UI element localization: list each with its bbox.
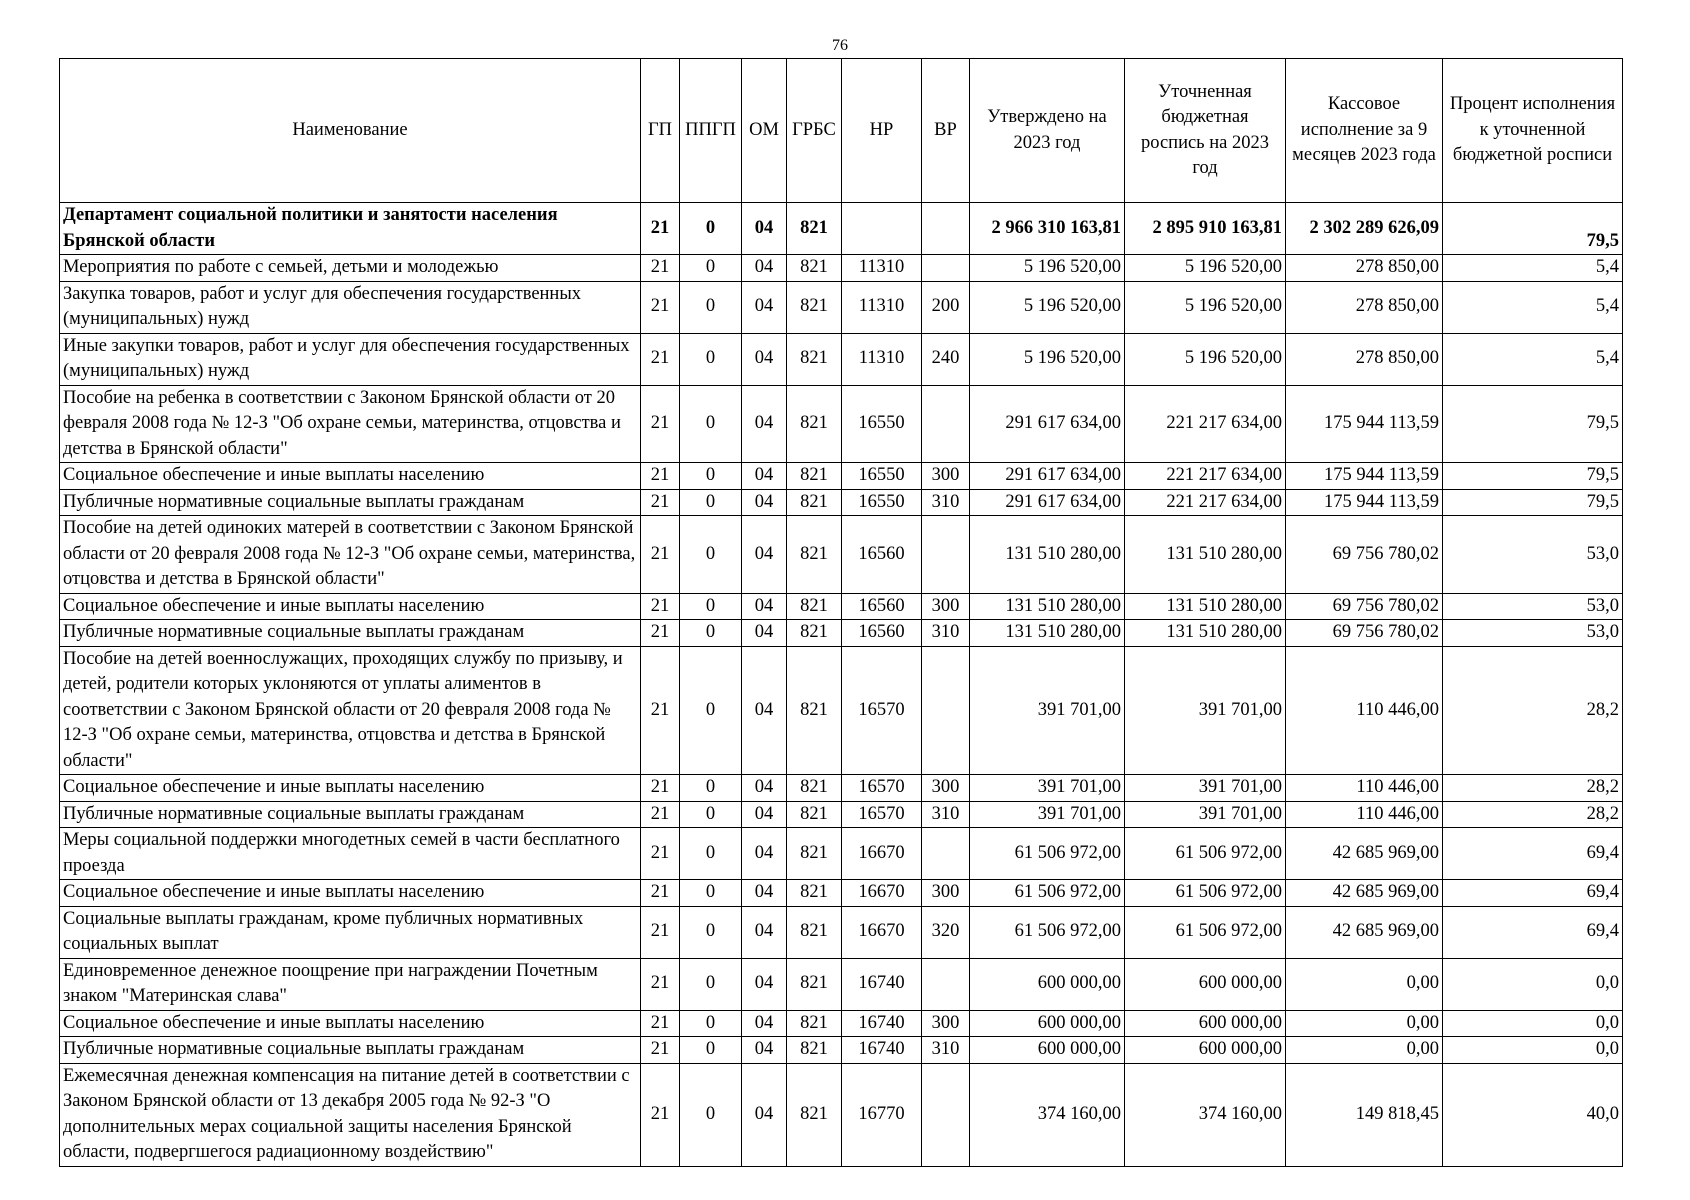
table-row: [60, 906, 1623, 958]
cell-om: 04: [742, 958, 787, 1010]
cell-gp: 21: [641, 281, 680, 333]
cell-om: 04: [742, 593, 787, 620]
cell-name: Ежемесячная денежная компенсация на питание детей в соответствии с Законом Брянской области от 13 декабря 2005 года № 92-З "О дополнительных мерах социальной защиты населения Брянской области, подвергшегося радиационному воздействию": [60, 1063, 641, 1166]
cell-ppgp: 0: [680, 958, 742, 1010]
cell-grbs: 821: [787, 203, 842, 255]
cell-cash: 278 850,00: [1286, 255, 1443, 282]
table-header-row: [60, 59, 1623, 203]
cell-grbs: 821: [787, 1063, 842, 1166]
cell-ppgp: 0: [680, 906, 742, 958]
cell-cash: 42 685 969,00: [1286, 906, 1443, 958]
cell-grbs: 821: [787, 281, 842, 333]
cell-grbs: 821: [787, 958, 842, 1010]
cell-ppgp: 0: [680, 385, 742, 463]
cell-name: Публичные нормативные социальные выплаты гражданам: [60, 489, 641, 516]
cell-gp: 21: [641, 646, 680, 775]
cell-vr: 200: [922, 281, 970, 333]
cell-ppgp: 0: [680, 646, 742, 775]
header-gp: ГП: [641, 59, 680, 203]
cell-percent: 79,5: [1443, 489, 1623, 516]
cell-om: 04: [742, 880, 787, 907]
cell-ppgp: 0: [680, 620, 742, 647]
cell-gp: 21: [641, 1010, 680, 1037]
cell-name: Социальное обеспечение и иные выплаты населению: [60, 463, 641, 490]
table-row: [60, 620, 1623, 647]
cell-grbs: 821: [787, 516, 842, 594]
cell-vr: [922, 516, 970, 594]
cell-revised: 221 217 634,00: [1125, 463, 1286, 490]
cell-name: Социальное обеспечение и иные выплаты населению: [60, 593, 641, 620]
cell-approved: 391 701,00: [970, 646, 1125, 775]
cell-grbs: 821: [787, 333, 842, 385]
header-grbs: ГРБС: [787, 59, 842, 203]
cell-approved: 291 617 634,00: [970, 385, 1125, 463]
cell-grbs: 821: [787, 593, 842, 620]
cell-name: Департамент социальной политики и занятости населения Брянской области: [60, 203, 641, 255]
cell-vr: 300: [922, 1010, 970, 1037]
cell-om: 04: [742, 385, 787, 463]
cell-revised: 61 506 972,00: [1125, 828, 1286, 880]
cell-cash: 149 818,45: [1286, 1063, 1443, 1166]
cell-nr: 16560: [842, 620, 922, 647]
cell-ppgp: 0: [680, 593, 742, 620]
cell-approved: 600 000,00: [970, 1010, 1125, 1037]
cell-gp: 21: [641, 801, 680, 828]
cell-revised: 131 510 280,00: [1125, 620, 1286, 647]
cell-percent: 79,5: [1443, 203, 1623, 255]
cell-approved: 131 510 280,00: [970, 620, 1125, 647]
cell-nr: 16740: [842, 958, 922, 1010]
cell-approved: 600 000,00: [970, 1037, 1125, 1064]
cell-vr: 310: [922, 1037, 970, 1064]
cell-grbs: 821: [787, 880, 842, 907]
header-om: ОМ: [742, 59, 787, 203]
cell-approved: 391 701,00: [970, 801, 1125, 828]
cell-percent: 0,0: [1443, 1010, 1623, 1037]
cell-revised: 221 217 634,00: [1125, 489, 1286, 516]
cell-name: Иные закупки товаров, работ и услуг для обеспечения государственных (муниципальных) нужд: [60, 333, 641, 385]
cell-percent: 0,0: [1443, 1037, 1623, 1064]
cell-cash: 2 302 289 626,09: [1286, 203, 1443, 255]
table-row: [60, 385, 1623, 463]
cell-approved: 131 510 280,00: [970, 516, 1125, 594]
cell-nr: 16670: [842, 906, 922, 958]
cell-nr: 11310: [842, 255, 922, 282]
table-row: [60, 801, 1623, 828]
cell-ppgp: 0: [680, 489, 742, 516]
cell-vr: [922, 203, 970, 255]
cell-percent: 40,0: [1443, 1063, 1623, 1166]
cell-cash: 42 685 969,00: [1286, 828, 1443, 880]
cell-ppgp: 0: [680, 463, 742, 490]
table-row: [60, 463, 1623, 490]
cell-approved: 61 506 972,00: [970, 828, 1125, 880]
cell-revised: 600 000,00: [1125, 958, 1286, 1010]
cell-grbs: 821: [787, 620, 842, 647]
cell-revised: 5 196 520,00: [1125, 281, 1286, 333]
cell-nr: 16670: [842, 828, 922, 880]
cell-nr: 16570: [842, 775, 922, 802]
cell-percent: 69,4: [1443, 906, 1623, 958]
cell-gp: 21: [641, 1037, 680, 1064]
cell-name: Социальные выплаты гражданам, кроме публичных нормативных социальных выплат: [60, 906, 641, 958]
cell-cash: 278 850,00: [1286, 281, 1443, 333]
cell-grbs: 821: [787, 1037, 842, 1064]
cell-gp: 21: [641, 463, 680, 490]
cell-gp: 21: [641, 255, 680, 282]
cell-ppgp: 0: [680, 1063, 742, 1166]
cell-name: Социальное обеспечение и иные выплаты населению: [60, 880, 641, 907]
cell-revised: 131 510 280,00: [1125, 516, 1286, 594]
cell-vr: [922, 828, 970, 880]
cell-percent: 53,0: [1443, 516, 1623, 594]
header-approved: Утверждено на 2023 год: [970, 59, 1125, 203]
header-nr: НР: [842, 59, 922, 203]
cell-percent: 28,2: [1443, 801, 1623, 828]
cell-percent: 53,0: [1443, 620, 1623, 647]
cell-vr: 300: [922, 880, 970, 907]
cell-approved: 2 966 310 163,81: [970, 203, 1125, 255]
cell-ppgp: 0: [680, 281, 742, 333]
cell-approved: 291 617 634,00: [970, 489, 1125, 516]
cell-gp: 21: [641, 620, 680, 647]
cell-om: 04: [742, 333, 787, 385]
cell-grbs: 821: [787, 1010, 842, 1037]
cell-om: 04: [742, 463, 787, 490]
cell-percent: 53,0: [1443, 593, 1623, 620]
cell-cash: 175 944 113,59: [1286, 385, 1443, 463]
cell-vr: 300: [922, 463, 970, 490]
cell-approved: 374 160,00: [970, 1063, 1125, 1166]
table-row: [60, 593, 1623, 620]
cell-percent: 5,4: [1443, 333, 1623, 385]
cell-grbs: 821: [787, 255, 842, 282]
cell-revised: 374 160,00: [1125, 1063, 1286, 1166]
header-cash: Кассовое исполнение за 9 месяцев 2023 года: [1286, 59, 1443, 203]
cell-ppgp: 0: [680, 775, 742, 802]
cell-om: 04: [742, 828, 787, 880]
cell-nr: 16670: [842, 880, 922, 907]
cell-gp: 21: [641, 1063, 680, 1166]
header-name: Наименование: [60, 59, 641, 203]
cell-approved: 600 000,00: [970, 958, 1125, 1010]
header-ppgp: ППГП: [680, 59, 742, 203]
cell-gp: 21: [641, 958, 680, 1010]
cell-percent: 69,4: [1443, 880, 1623, 907]
cell-vr: 300: [922, 593, 970, 620]
cell-gp: 21: [641, 489, 680, 516]
cell-vr: [922, 385, 970, 463]
cell-ppgp: 0: [680, 1010, 742, 1037]
cell-nr: 11310: [842, 281, 922, 333]
cell-vr: 320: [922, 906, 970, 958]
cell-gp: 21: [641, 828, 680, 880]
cell-revised: 61 506 972,00: [1125, 906, 1286, 958]
cell-revised: 221 217 634,00: [1125, 385, 1286, 463]
cell-name: Пособие на ребенка в соответствии с Законом Брянской области от 20 февраля 2008 года № 12-З "Об охране семьи, материнства, отцовства и детства в Брянской области": [60, 385, 641, 463]
cell-nr: 16570: [842, 801, 922, 828]
cell-revised: 391 701,00: [1125, 801, 1286, 828]
cell-name: Публичные нормативные социальные выплаты гражданам: [60, 1037, 641, 1064]
cell-om: 04: [742, 1010, 787, 1037]
cell-ppgp: 0: [680, 828, 742, 880]
header-vr: ВР: [922, 59, 970, 203]
cell-cash: 0,00: [1286, 958, 1443, 1010]
cell-vr: 310: [922, 489, 970, 516]
cell-nr: 16770: [842, 1063, 922, 1166]
cell-ppgp: 0: [680, 880, 742, 907]
table-row: [60, 1063, 1623, 1166]
cell-percent: 5,4: [1443, 281, 1623, 333]
table-row: [60, 255, 1623, 282]
table-row: [60, 880, 1623, 907]
cell-om: 04: [742, 646, 787, 775]
cell-name: Единовременное денежное поощрение при награждении Почетным знаком "Материнская слава": [60, 958, 641, 1010]
cell-vr: 310: [922, 620, 970, 647]
cell-revised: 5 196 520,00: [1125, 255, 1286, 282]
cell-name: Социальное обеспечение и иные выплаты населению: [60, 1010, 641, 1037]
cell-om: 04: [742, 281, 787, 333]
cell-cash: 0,00: [1286, 1010, 1443, 1037]
cell-grbs: 821: [787, 646, 842, 775]
cell-gp: 21: [641, 385, 680, 463]
cell-percent: 28,2: [1443, 646, 1623, 775]
cell-revised: 2 895 910 163,81: [1125, 203, 1286, 255]
page-number: 76: [832, 37, 848, 54]
table-row: [60, 281, 1623, 333]
cell-grbs: 821: [787, 801, 842, 828]
cell-nr: 16740: [842, 1037, 922, 1064]
cell-om: 04: [742, 906, 787, 958]
cell-name: Закупка товаров, работ и услуг для обеспечения государственных (муниципальных) нужд: [60, 281, 641, 333]
cell-revised: 131 510 280,00: [1125, 593, 1286, 620]
cell-ppgp: 0: [680, 333, 742, 385]
cell-name: Публичные нормативные социальные выплаты гражданам: [60, 801, 641, 828]
table-row: [60, 1037, 1623, 1064]
cell-approved: 61 506 972,00: [970, 880, 1125, 907]
cell-cash: 69 756 780,02: [1286, 620, 1443, 647]
table-row: [60, 828, 1623, 880]
cell-om: 04: [742, 255, 787, 282]
cell-name: Социальное обеспечение и иные выплаты населению: [60, 775, 641, 802]
cell-ppgp: 0: [680, 1037, 742, 1064]
cell-vr: 240: [922, 333, 970, 385]
cell-nr: 16550: [842, 489, 922, 516]
cell-gp: 21: [641, 906, 680, 958]
cell-revised: 600 000,00: [1125, 1010, 1286, 1037]
cell-approved: 5 196 520,00: [970, 281, 1125, 333]
cell-cash: 110 446,00: [1286, 646, 1443, 775]
cell-revised: 5 196 520,00: [1125, 333, 1286, 385]
cell-approved: 131 510 280,00: [970, 593, 1125, 620]
table-row: [60, 646, 1623, 775]
cell-grbs: 821: [787, 385, 842, 463]
cell-ppgp: 0: [680, 255, 742, 282]
cell-om: 04: [742, 620, 787, 647]
table-row: [60, 516, 1623, 594]
cell-cash: 69 756 780,02: [1286, 516, 1443, 594]
cell-percent: 79,5: [1443, 463, 1623, 490]
cell-percent: 69,4: [1443, 828, 1623, 880]
cell-nr: 11310: [842, 333, 922, 385]
cell-percent: 5,4: [1443, 255, 1623, 282]
cell-percent: 79,5: [1443, 385, 1623, 463]
cell-nr: [842, 203, 922, 255]
cell-cash: 175 944 113,59: [1286, 463, 1443, 490]
cell-om: 04: [742, 775, 787, 802]
cell-grbs: 821: [787, 775, 842, 802]
cell-vr: [922, 255, 970, 282]
cell-vr: 310: [922, 801, 970, 828]
cell-vr: [922, 958, 970, 1010]
cell-percent: 0,0: [1443, 958, 1623, 1010]
table-body: [60, 203, 1623, 1167]
cell-revised: 391 701,00: [1125, 775, 1286, 802]
cell-cash: 175 944 113,59: [1286, 489, 1443, 516]
header-percent: Процент исполнения к уточненной бюджетной росписи: [1443, 59, 1623, 203]
cell-name: Пособие на детей одиноких матерей в соответствии с Законом Брянской области от 20 февраля 2008 года № 12-З "Об охране семьи, материнства, отцовства и детства в Брянской области": [60, 516, 641, 594]
cell-nr: 16560: [842, 516, 922, 594]
cell-approved: 291 617 634,00: [970, 463, 1125, 490]
cell-vr: [922, 646, 970, 775]
cell-revised: 61 506 972,00: [1125, 880, 1286, 907]
cell-cash: 110 446,00: [1286, 775, 1443, 802]
cell-percent: 28,2: [1443, 775, 1623, 802]
cell-revised: 600 000,00: [1125, 1037, 1286, 1064]
cell-nr: 16570: [842, 646, 922, 775]
cell-cash: 69 756 780,02: [1286, 593, 1443, 620]
budget-execution-table: [59, 58, 1623, 1167]
cell-nr: 16550: [842, 385, 922, 463]
cell-om: 04: [742, 516, 787, 594]
table-row: [60, 203, 1623, 255]
cell-gp: 21: [641, 775, 680, 802]
cell-cash: 42 685 969,00: [1286, 880, 1443, 907]
header-revised: Уточненная бюджетная роспись на 2023 год: [1125, 59, 1286, 203]
cell-name: Публичные нормативные социальные выплаты гражданам: [60, 620, 641, 647]
cell-om: 04: [742, 1037, 787, 1064]
cell-vr: 300: [922, 775, 970, 802]
cell-gp: 21: [641, 203, 680, 255]
cell-om: 04: [742, 801, 787, 828]
cell-approved: 5 196 520,00: [970, 333, 1125, 385]
table-row: [60, 333, 1623, 385]
cell-vr: [922, 1063, 970, 1166]
cell-approved: 391 701,00: [970, 775, 1125, 802]
cell-nr: 16740: [842, 1010, 922, 1037]
cell-cash: 278 850,00: [1286, 333, 1443, 385]
cell-grbs: 821: [787, 906, 842, 958]
cell-gp: 21: [641, 516, 680, 594]
cell-ppgp: 0: [680, 516, 742, 594]
cell-approved: 5 196 520,00: [970, 255, 1125, 282]
cell-approved: 61 506 972,00: [970, 906, 1125, 958]
cell-ppgp: 0: [680, 801, 742, 828]
cell-name: Пособие на детей военнослужащих, проходящих службу по призыву, и детей, родители которых уклоняются от уплаты алиментов в соответствии с Законом Брянской области от 20 февраля 2008 года № 12-З "Об охране семьи, материнства, отцовства и детства в Брянской области": [60, 646, 641, 775]
cell-gp: 21: [641, 880, 680, 907]
cell-grbs: 821: [787, 828, 842, 880]
cell-om: 04: [742, 1063, 787, 1166]
table-row: [60, 1010, 1623, 1037]
cell-gp: 21: [641, 333, 680, 385]
cell-cash: 110 446,00: [1286, 801, 1443, 828]
cell-revised: 391 701,00: [1125, 646, 1286, 775]
cell-ppgp: 0: [680, 203, 742, 255]
cell-gp: 21: [641, 593, 680, 620]
cell-nr: 16560: [842, 593, 922, 620]
cell-grbs: 821: [787, 463, 842, 490]
table-row: [60, 775, 1623, 802]
cell-om: 04: [742, 203, 787, 255]
cell-name: Мероприятия по работе с семьей, детьми и молодежью: [60, 255, 641, 282]
cell-om: 04: [742, 489, 787, 516]
cell-nr: 16550: [842, 463, 922, 490]
table-row: [60, 958, 1623, 1010]
table-row: [60, 489, 1623, 516]
cell-cash: 0,00: [1286, 1037, 1443, 1064]
cell-grbs: 821: [787, 489, 842, 516]
cell-name: Меры социальной поддержки многодетных семей в части бесплатного проезда: [60, 828, 641, 880]
